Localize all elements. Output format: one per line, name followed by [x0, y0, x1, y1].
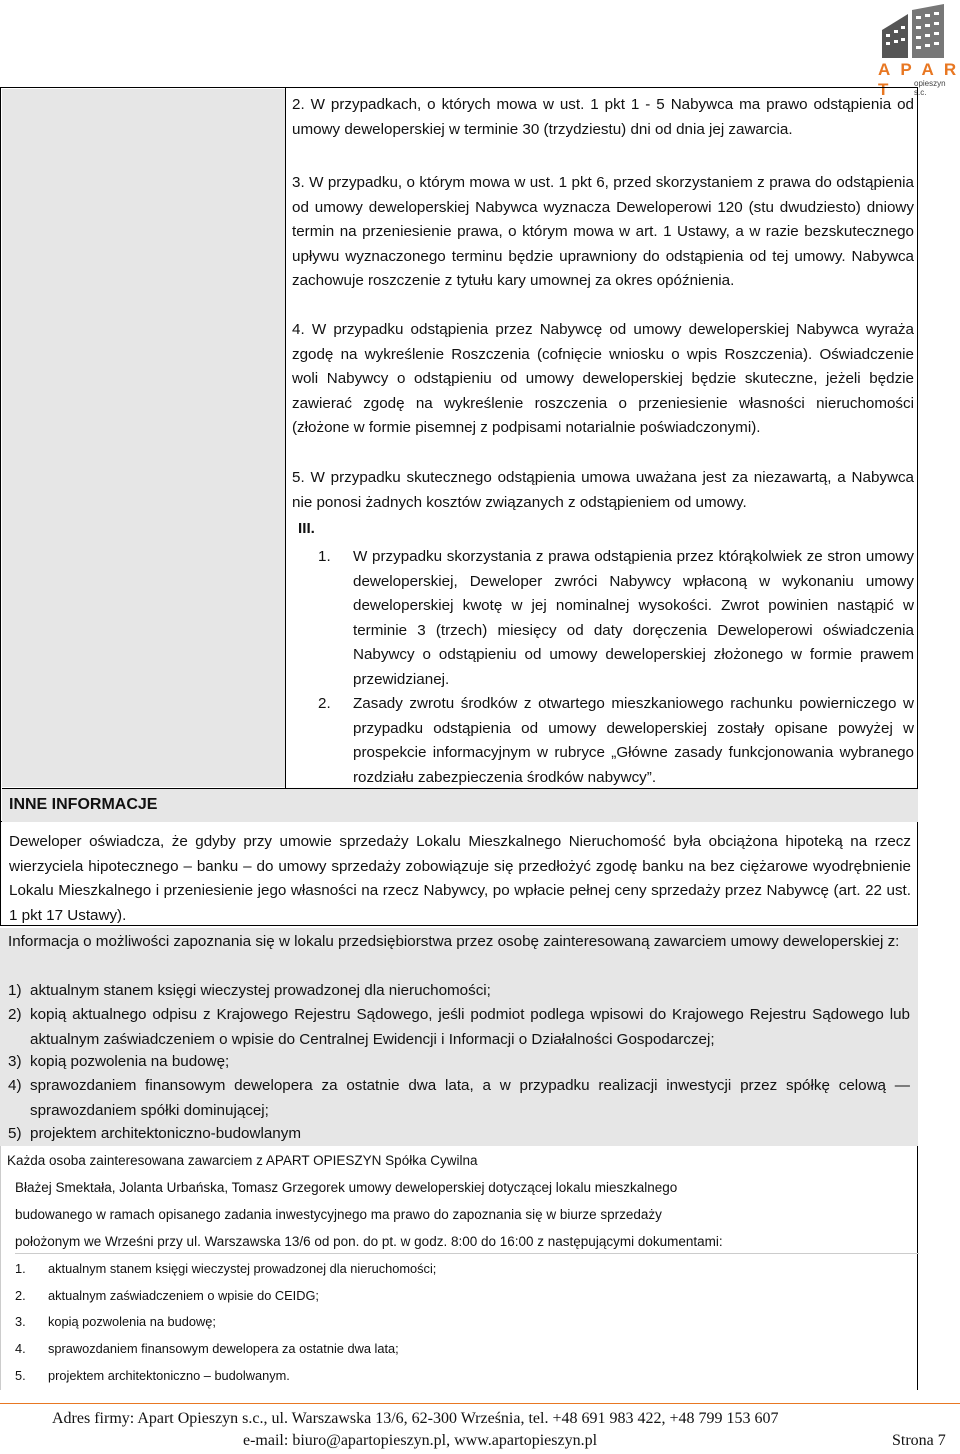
developer-statement-box [0, 822, 918, 926]
doc-number: 4. [15, 1341, 26, 1356]
footer-email: e-mail: biuro@apartopieszyn.pl, www.apartopieszyn.pl [243, 1432, 598, 1449]
footer-divider [0, 1403, 960, 1404]
sales-office-line: budowanego w ramach opisanego zadania inwestycyjnego ma prawo do zapoznania się w biurze sprzedaży [15, 1207, 662, 1222]
doc-number: 5. [15, 1368, 26, 1383]
doc-number: 1. [15, 1261, 26, 1276]
divider [15, 1253, 919, 1254]
list-item: projektem architektoniczno-budowlanym [30, 1125, 301, 1142]
footer-address: Adres firmy: Apart Opieszyn s.c., ul. Warszawska 13/6, 62-300 Września, tel. +48 691 983 422, +48 799 153 607 [52, 1410, 779, 1427]
list-number: 1) [8, 982, 22, 999]
doc-item: kopią pozwolenia na budowę; [48, 1314, 216, 1329]
list-item: sprawozdaniem finansowym dewelopera za ostatnie dwa lata, a w przypadku realizacji inwestycji przez spółkę celową — sprawozdaniem spółki dominującej; [30, 1077, 910, 1119]
list-item: kopią pozwolenia na budowę; [30, 1053, 230, 1070]
doc-number: 3. [15, 1314, 26, 1329]
doc-item: aktualnym stanem księgi wieczystej prowadzonej dla nieruchomości; [48, 1261, 437, 1276]
paragraph-4: 4. W przypadku odstąpienia przez Nabywcę od umowy deweloperskiej Nabywca wyraża zgodę na wykreślenie Roszczenia (cofnięcie wniosku o wpis Roszczenia). Oświadczenie woli Nabywcy o odstąpieniu od umowy deweloperskiej będzie skuteczne, jeżeli będzie zawierać zgodę na wykreślenie roszczenia o przeniesienie własności nieruchomości (złożone w formie pisemnej z podpisami notarialnie poświadczonymi). [292, 321, 914, 436]
list-number: 4) [8, 1077, 22, 1094]
sales-office-line: położonym we Wrześni przy ul. Warszawska 13/6 od pon. do pt. w godz. 8:00 do 16:00 z następującymi dokumentami: [15, 1234, 723, 1249]
doc-item: aktualnym zaświadczeniem o wpisie do CEIDG; [48, 1288, 319, 1303]
sales-office-box [0, 1146, 918, 1390]
list-item: kopią aktualnego odpisu z Krajowego Rejestru Sądowego, jeśli podmiot podlega wpisowi do Krajowego Rejestru Sądowego lub aktualnym zaświadczeniem o wpisie do Centralnej Ewidencji i Informacji o Działalności Gospodarczej; [30, 1006, 910, 1048]
section-header-bar [2, 788, 918, 822]
logo-brand: A P A R T [878, 60, 960, 99]
column-divider [285, 88, 286, 822]
section-number: III. [298, 520, 315, 537]
company-logo [868, 0, 960, 99]
item-text: Zasady zwrotu środków z otwartego mieszkaniowego rachunku powierniczego w przypadku odstąpienia od umowy deweloperskiej zostały opisane powyżej w prospekcie informacyjnym w rubryce „Główne zasady funkcjonowania wybranego rozdziału zabezpieczenia środków nabywcy”. [353, 695, 914, 786]
item-number: 1. [318, 548, 331, 565]
developer-statement: Deweloper oświadcza, że gdyby przy umowie sprzedaży Lokalu Mieszkalnego Nieruchomość była obciążona hipoteką na rzecz wierzyciela hipotecznego – banku – do umowy sprzedaży zobowiązuje się przedłożyć zgodę banku na bez ciężarowe wyodrębnienie Lokalu Mieszkalnego i przeniesienie jego własności na rzecz Nabywcy, po wpłacie pełnej ceny sprzedaży przez Nabywcę (art. 22 ust. 1 pkt 17 Ustawy). [9, 833, 911, 924]
left-column [2, 89, 285, 787]
section-title-inne-informacje: INNE INFORMACJE [9, 796, 158, 813]
paragraph-5: 5. W przypadku skutecznego odstąpienia umowa uważana jest za niezawartą, a Nabywca nie ponosi żadnych kosztów związanych z odstąpieniem od umowy. [292, 469, 914, 511]
info-intro: Informacja o możliwości zapoznania się w lokalu przedsiębiorstwa przez osobę zainteresowaną zawarciem umowy deweloperskiej z: [8, 933, 900, 950]
building-logo-icon [868, 0, 960, 60]
doc-item: sprawozdaniem finansowym dewelopera za ostatnie dwa lata; [48, 1341, 399, 1356]
doc-item: projektem architektoniczno – budolwanym. [48, 1368, 290, 1383]
paragraph-2: 2. W przypadkach, o których mowa w ust. 1 pkt 1 - 5 Nabywca ma prawo odstąpienia od umowy deweloperskiej w terminie 30 (trzydziestu) dni od dnia jej zawarcia. [292, 96, 914, 138]
list-number: 2) [8, 1006, 22, 1023]
logo-subtitle: opieszyn s.c. [914, 79, 946, 97]
list-number: 5) [8, 1125, 22, 1142]
information-box [0, 928, 918, 1146]
list-item: aktualnym stanem księgi wieczystej prowadzonej dla nieruchomości; [30, 982, 491, 999]
paragraph-3: 3. W przypadku, o którym mowa w ust. 1 pkt 6, przed skorzystaniem z prawa do odstąpienia od umowy deweloperskiej Nabywca wyznacza Deweloperowi 120 (stu dwudziesto) dniowy termin na przeniesienie prawa, o którym mowa w art. 1 Ustawy, a w razie bezskutecznego upływu wyznaczonego terminu będzie uprawniony do odstąpienia od tej umowy. Nabywca zachowuje roszczenie z tytułu kary umownej za okres opóźnienia. [292, 174, 914, 289]
sales-office-line: Błażej Smektała, Jolanta Urbańska, Tomasz Grzegorek umowy deweloperskiej dotyczącej lokalu mieszkalnego [15, 1180, 678, 1195]
sales-office-line: Każda osoba zainteresowana zawarciem z APART OPIESZYN Spółka Cywilna [7, 1153, 478, 1168]
item-text: W przypadku skorzystania z prawa odstąpienia przez którąkolwiek ze stron umowy deweloperskiej, Deweloper zwróci Nabywcy wpłaconą w wykonaniu umowy deweloperskiej kwotę w jej nominalnej wysokości. Zwrot powinien nastąpić w terminie 3 (trzech) miesięcy od daty doręczenia Deweloperowi oświadczenia Nabywcy o odstąpieniu od umowy deweloperskiej złożonego w formie prawem przewidzianej. [353, 548, 914, 688]
page-number: Strona 7 [892, 1432, 946, 1449]
item-number: 2. [318, 695, 331, 712]
list-number: 3) [8, 1053, 22, 1070]
doc-number: 2. [15, 1288, 26, 1303]
